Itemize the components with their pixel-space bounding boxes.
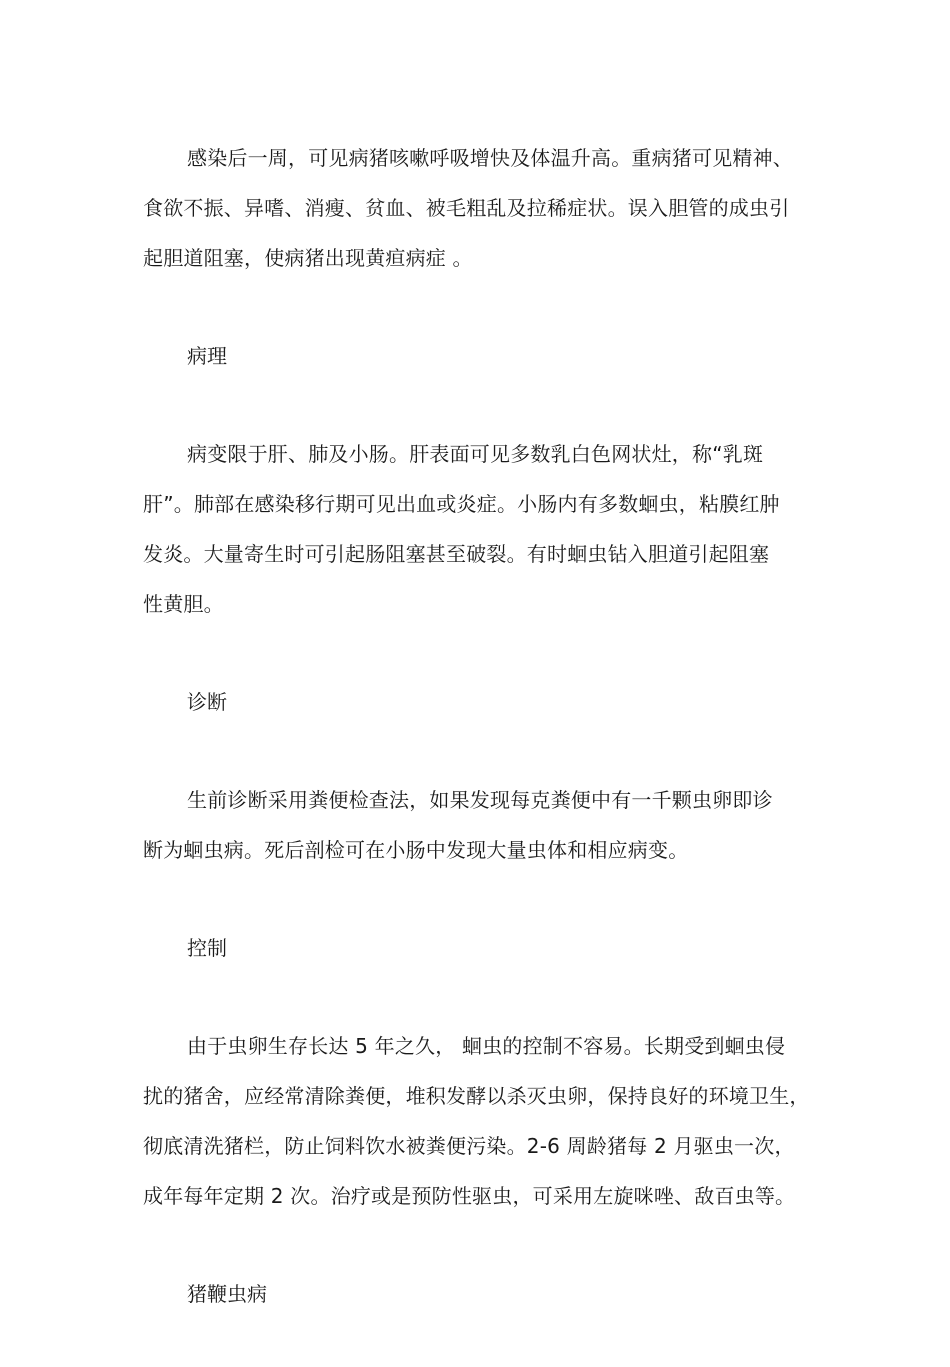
text-line: 发炎。大量寄生时可引起肠阻塞甚至破裂。有时蛔虫钻入胆道引起阻塞 (143, 542, 770, 566)
document-page (143, 133, 811, 1367)
text-line: 彻底清洗猪栏，防止饲料饮水被粪便污染。2-6 周龄猪每 2 月驱虫一次， (143, 1134, 795, 1158)
paragraph-pathology (143, 429, 811, 629)
paragraph-diagnosis (143, 775, 811, 875)
text-line: 生前诊断采用粪便检查法，如果发现每克粪便中有一千颗虫卵即诊 (187, 788, 773, 812)
section-heading-whipworm: 猪鞭虫病 (187, 1282, 267, 1306)
text-line: 成年每年定期 2 次。治疗或是预防性驱虫，可采用左旋咪唑、敌百虫等。 (143, 1184, 796, 1208)
text-line: 扰的猪舍，应经常清除粪便，堆积发酵以杀灭虫卵，保持良好的环境卫生， (143, 1084, 810, 1108)
section-heading-control: 控制 (187, 936, 227, 960)
paragraph-symptoms (143, 133, 811, 283)
text-line: 起胆道阻塞，使病猪出现黄疸病症 。 (143, 246, 473, 270)
section-heading-diagnosis: 诊断 (187, 690, 227, 714)
text-line: 病变限于肝、肺及小肠。肝表面可见多数乳白色网状灶，称“乳斑 (187, 442, 764, 466)
text-line: 性黄胆。 (143, 592, 224, 616)
text-line: 断为蛔虫病。死后剖检可在小肠中发现大量虫体和相应病变。 (143, 838, 689, 862)
text-line: 食欲不振、异嗜、消瘦、贫血、被毛粗乱及拉稀症状。误入胆管的成虫引 (143, 196, 790, 220)
text-line: 肝”。肺部在感染移行期可见出血或炎症。小肠内有多数蛔虫，粘膜红肿 (143, 492, 780, 516)
text-line: 由于虫卵生存长达 5 年之久， 蛔虫的控制不容易。长期受到蛔虫侵 (187, 1034, 786, 1058)
paragraph-control (143, 1021, 811, 1221)
text-line: 感染后一周，可见病猪咳嗽呼吸增快及体温升高。重病猪可见精神、 (187, 146, 793, 170)
section-heading-pathology: 病理 (187, 344, 227, 368)
